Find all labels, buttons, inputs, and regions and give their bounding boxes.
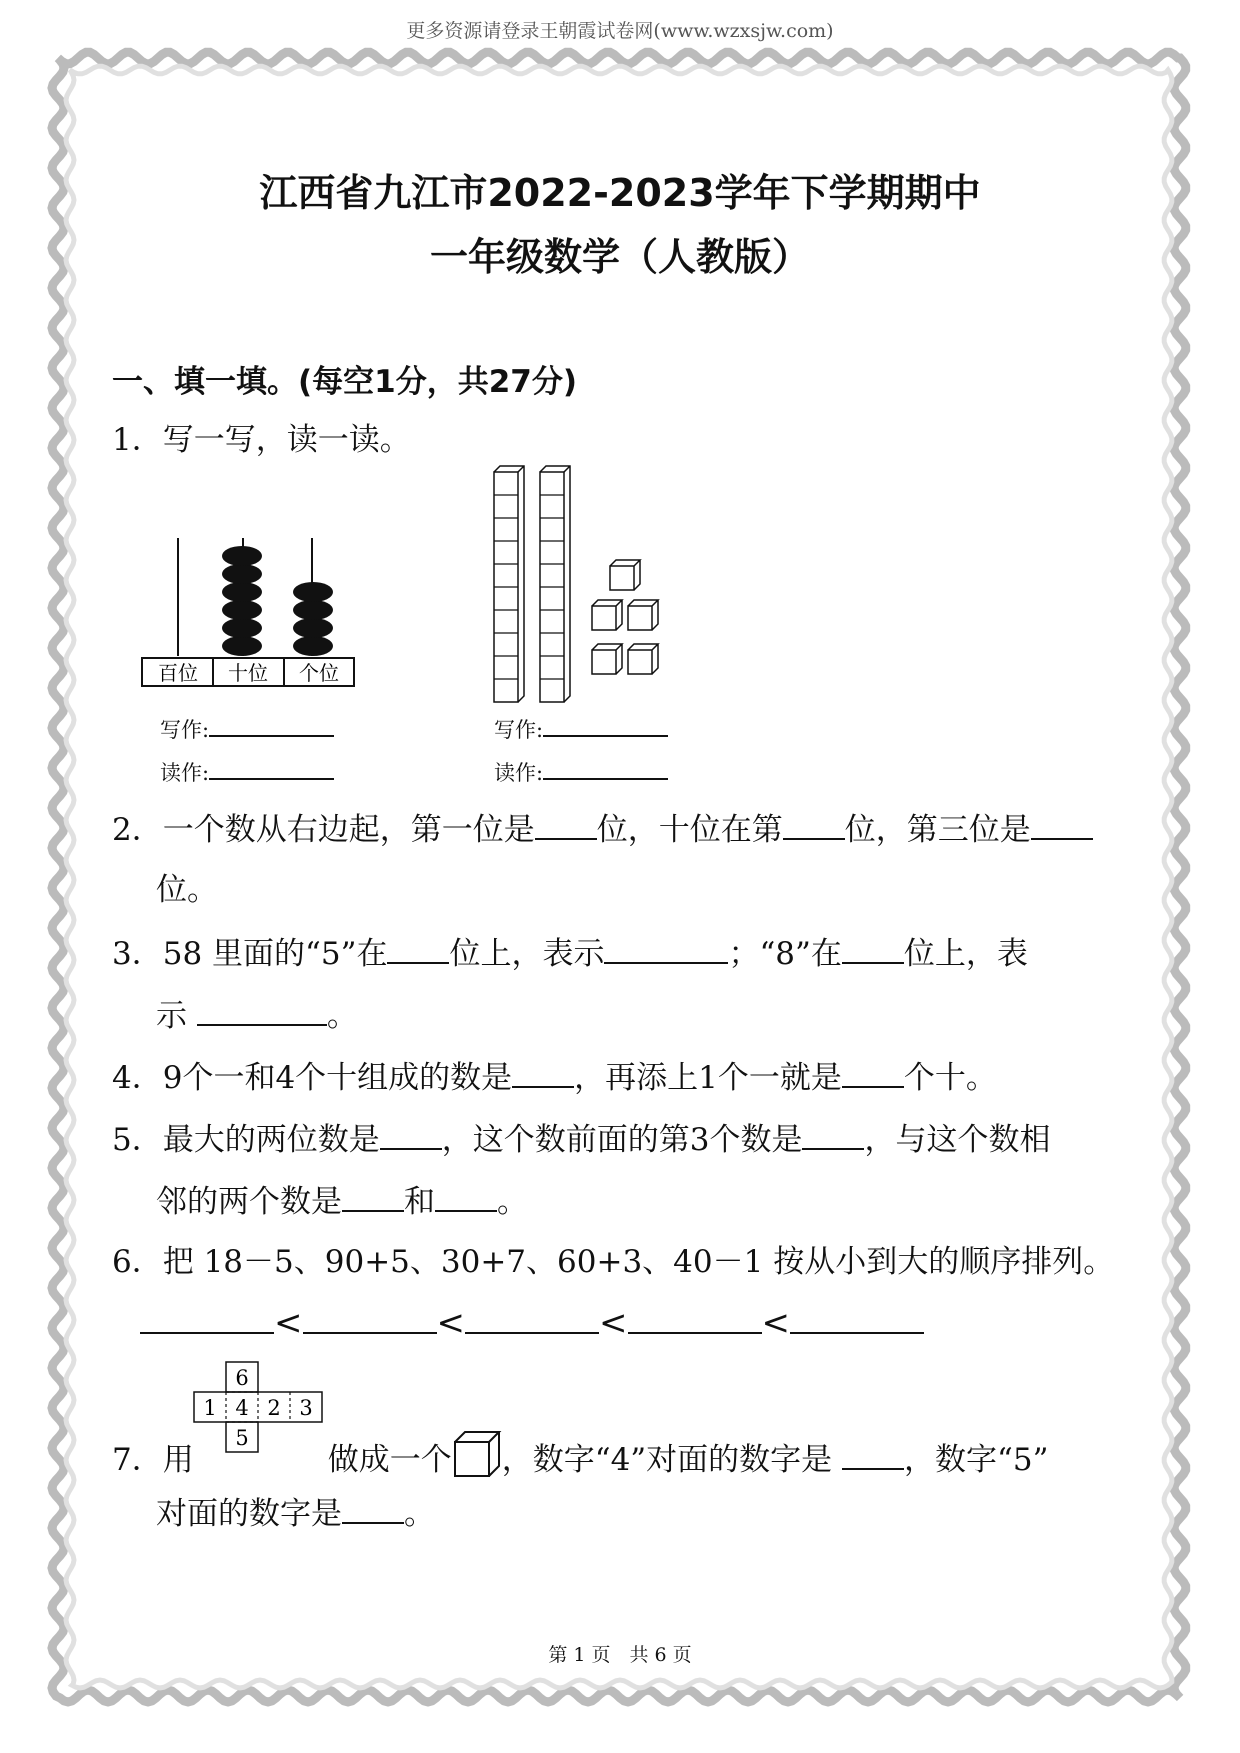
unit-cube [628, 600, 658, 630]
abacus-bead [222, 636, 262, 656]
q7-text-2: 做成一个 [327, 1442, 452, 1478]
q5-text-5: 和 [404, 1184, 435, 1220]
abacus-figure [138, 530, 368, 692]
answer-blank[interactable] [512, 1056, 574, 1088]
abacus-bead [293, 600, 333, 620]
q3-text-2: 位上，表示 [449, 936, 605, 972]
q2-text-3: 位，第三位是 [844, 812, 1031, 848]
answer-blank[interactable] [842, 1056, 904, 1088]
q5-text-4: 邻的两个数是 [156, 1184, 342, 1220]
net-face-3: 2 [267, 1396, 281, 1420]
q5-text-2: ，这个数前面的第3个数是 [441, 1122, 803, 1158]
unit-cube [592, 644, 622, 674]
write-blank[interactable] [543, 717, 668, 737]
abacus-bead [222, 546, 262, 566]
q4-text-2: ，再添上1个一就是 [574, 1060, 842, 1096]
answer-blank[interactable] [783, 808, 845, 840]
q4-text-3: 个十。 [903, 1060, 997, 1096]
base-ten-blocks [488, 464, 668, 704]
answer-blank[interactable] [435, 1180, 497, 1212]
answer-blank[interactable] [1031, 808, 1093, 840]
question-3-cont [156, 994, 358, 1036]
exam-subtitle: 一年级数学（人教版） [429, 235, 810, 279]
less-than-sign: < [436, 1303, 465, 1343]
less-than-sign: < [274, 1303, 303, 1343]
write-label: 写作: [494, 718, 544, 742]
answer-blank[interactable] [342, 1492, 404, 1524]
answer-blank[interactable] [197, 994, 327, 1026]
answer-blank[interactable] [387, 932, 449, 964]
q7-text-1: 7．用 [112, 1442, 194, 1478]
ordering-row [140, 1302, 924, 1344]
q2-text-1: 2．一个数从右边起，第一位是 [112, 812, 535, 848]
net-face-4: 3 [299, 1396, 313, 1420]
answer-blank[interactable] [790, 1302, 924, 1334]
abacus-bead [222, 582, 262, 602]
abacus-label-hundreds: 百位 [158, 661, 198, 685]
question-5 [112, 1118, 1050, 1160]
answer-blank[interactable] [465, 1302, 599, 1334]
cube-icon [452, 1430, 502, 1478]
q4-text-1: 4．9个一和4个十组成的数是 [112, 1060, 513, 1096]
question-1: 1．写一写，读一读。 [112, 422, 411, 458]
site-note: 更多资源请登录王朝霞试卷网(www.wzxsjw.com) [406, 20, 834, 42]
q2-text-2: 位，十位在第 [596, 812, 783, 848]
question-6: 6．把 18－5、90+5、30+7、60+3、40－1 按从小到大的顺序排列。 [112, 1244, 1115, 1280]
answer-blank[interactable] [303, 1302, 437, 1334]
net-face-1: 1 [203, 1396, 217, 1420]
section-heading: 一、填一填。(每空1分，共27分) [112, 364, 578, 400]
unit-cube [592, 600, 622, 630]
write-blank[interactable] [209, 717, 334, 737]
question-3 [112, 932, 1028, 974]
answer-blank[interactable] [342, 1180, 404, 1212]
q3-text-6: 。 [326, 998, 358, 1034]
page-footer: 第 1 页 共 6 页 [548, 1644, 692, 1666]
q5-text-3: ，与这个数相 [864, 1122, 1051, 1158]
q3-text-5: 示 [156, 998, 187, 1034]
read-row-left [160, 757, 334, 787]
net-face-top: 6 [235, 1366, 249, 1390]
read-blank[interactable] [209, 760, 334, 780]
answer-blank[interactable] [380, 1118, 442, 1150]
q5-text-6: 。 [497, 1184, 528, 1220]
q3-text-4: 位上，表 [903, 936, 1028, 972]
write-row-left [160, 714, 334, 744]
read-label: 读作: [160, 761, 210, 785]
q7-text-4: ，数字“5” [904, 1442, 1049, 1478]
q3-text-1: 3．58 里面的“5”在 [112, 936, 388, 972]
less-than-sign: < [599, 1303, 628, 1343]
answer-blank[interactable] [842, 932, 904, 964]
abacus-label-tens: 十位 [228, 661, 268, 685]
less-than-sign: < [761, 1303, 790, 1343]
exam-title: 江西省九江市2022-2023学年下学期期中 [259, 171, 981, 215]
net-face-bottom: 5 [235, 1426, 249, 1450]
q7-text-6: 。 [404, 1496, 435, 1532]
abacus-bead [222, 600, 262, 620]
answer-blank[interactable] [842, 1438, 904, 1470]
unit-cube [610, 560, 640, 590]
question-7 [112, 1430, 1048, 1480]
abacus-label-ones: 个位 [299, 661, 339, 685]
abacus-bead [293, 582, 333, 602]
question-4 [112, 1056, 997, 1098]
question-7-cont [156, 1492, 435, 1534]
read-label: 读作: [494, 761, 544, 785]
unit-cube [628, 644, 658, 674]
answer-blank[interactable] [628, 1302, 762, 1334]
abacus-bead [222, 618, 262, 638]
answer-blank[interactable] [802, 1118, 864, 1150]
abacus-bead [293, 636, 333, 656]
read-row-right [494, 757, 668, 787]
q5-text-1: 5．最大的两位数是 [112, 1122, 380, 1158]
write-label: 写作: [160, 718, 210, 742]
read-blank[interactable] [543, 760, 668, 780]
question-2 [112, 808, 1093, 850]
q7-text-5: 对面的数字是 [156, 1496, 342, 1532]
abacus-bead [293, 618, 333, 638]
answer-blank[interactable] [140, 1302, 274, 1334]
answer-blank[interactable] [535, 808, 597, 840]
question-5-cont [156, 1180, 528, 1222]
q3-text-3: ；“8”在 [728, 936, 842, 972]
write-row-right [494, 714, 668, 744]
abacus-bead [222, 564, 262, 584]
answer-blank[interactable] [604, 932, 728, 964]
question-2-cont: 位。 [156, 872, 218, 908]
q7-text-3: ，数字“4”对面的数字是 [501, 1442, 833, 1478]
net-face-2: 4 [235, 1396, 249, 1420]
